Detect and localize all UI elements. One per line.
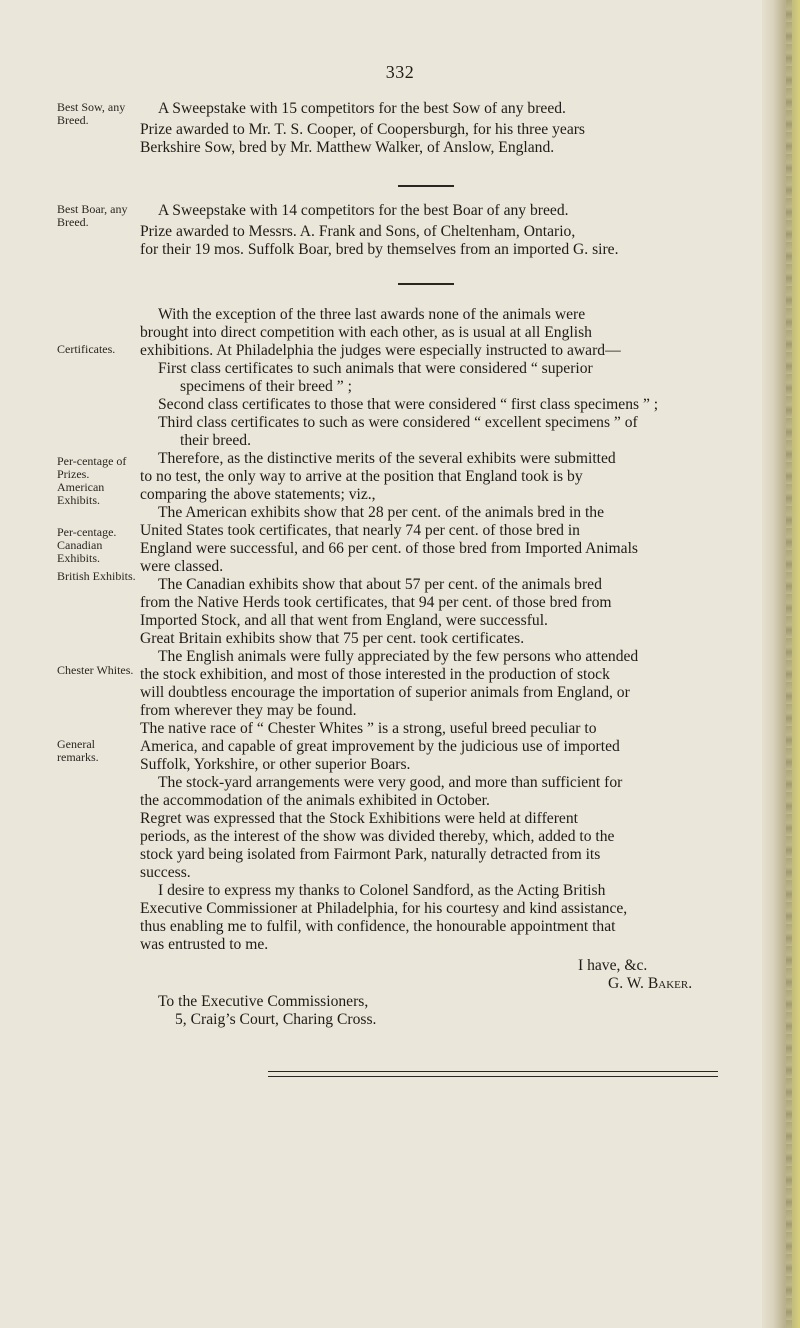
text-line: Berkshire Sow, bred by Mr. Matthew Walker, of Anslow, England.	[140, 139, 555, 156]
page-number: 332	[385, 62, 415, 82]
text-line: their breed.	[180, 432, 252, 449]
text-line: Prize awarded to Messrs. A. Frank and Sons, of Cheltenham, Ontario,	[140, 223, 576, 240]
text-line: Second class certificates to those that were considered “ first class specimens ” ;	[158, 396, 659, 413]
margin-note-british-exhibits: British Exhibits.	[57, 569, 136, 583]
text-line: the accommodation of the animals exhibited in October.	[140, 792, 490, 809]
text-line: The English animals were fully appreciated by the few persons who attended	[158, 648, 639, 665]
text-line: thus enabling me to fulfil, with confidence, the honourable appointment that	[140, 918, 616, 935]
text-line: Third class certificates to such as were considered “ excellent specimens ” of	[158, 414, 638, 431]
text-line: England were successful, and 66 per cent. of those bred from Imported Animals	[140, 540, 638, 557]
text-line: Therefore, as the distinctive merits of the several exhibits were submitted	[158, 450, 616, 467]
text-line: for their 19 mos. Suffolk Boar, bred by themselves from an imported G. sire.	[140, 241, 619, 258]
text-line: Executive Commissioner at Philadelphia, for his courtesy and kind assistance,	[140, 900, 628, 917]
margin-note-general-remarks: General remarks.	[57, 737, 99, 764]
text-line: Regret was expressed that the Stock Exhibitions were held at different	[140, 810, 578, 827]
text-line: stock yard being isolated from Fairmont Park, naturally detracted from its	[140, 846, 601, 863]
text-line: from wherever they may be found.	[140, 702, 357, 719]
text-line: The American exhibits show that 28 per cent. of the animals bred in the	[158, 504, 605, 521]
text-line: the stock exhibition, and most of those interested in the production of stock	[140, 666, 610, 683]
text-line: Suffolk, Yorkshire, or other superior Boars.	[140, 756, 411, 773]
page-edge	[762, 0, 800, 1328]
text-line: to no test, the only way to arrive at the position that England took is by	[140, 468, 583, 485]
closing-line: I have, &c.	[578, 957, 648, 974]
section-divider	[398, 185, 454, 187]
text-line: exhibitions. At Philadelphia the judges were especially instructed to award—	[140, 342, 621, 359]
section-divider	[398, 283, 454, 285]
footer-rule	[268, 1076, 718, 1077]
text-line: was entrusted to me.	[140, 936, 269, 953]
text-line: Great Britain exhibits show that 75 per cent. took certificates.	[140, 630, 525, 647]
text-line: I desire to express my thanks to Colonel Sandford, as the Acting British	[158, 882, 606, 899]
margin-note-canadian-percentage: Per-centage. Canadian Exhibits.	[57, 525, 117, 565]
text-line: success.	[140, 864, 191, 881]
addressee-line: To the Executive Commissioners,	[158, 993, 369, 1010]
margin-note-chester-whites: Chester Whites.	[57, 663, 134, 677]
signature: G. W. Baker.	[608, 975, 693, 992]
text-line: Imported Stock, and all that went from England, were successful.	[140, 612, 548, 629]
text-line: from the Native Herds took certificates, that 94 per cent. of those bred from	[140, 594, 612, 611]
text-line: A Sweepstake with 15 competitors for the best Sow of any breed.	[158, 100, 566, 117]
text-line: America, and capable of great improvement by the judicious use of imported	[140, 738, 620, 755]
text-line: periods, as the interest of the show was divided thereby, which, added to the	[140, 828, 615, 845]
margin-note-certificates: Certificates.	[57, 342, 116, 356]
text-line: comparing the above statements; viz.,	[140, 486, 376, 503]
text-line: Prize awarded to Mr. T. S. Cooper, of Coopersburgh, for his three years	[140, 121, 585, 138]
text-line: A Sweepstake with 14 competitors for the best Boar of any breed.	[158, 202, 569, 219]
text-line: brought into direct competition with each other, as is usual at all English	[140, 324, 592, 341]
margin-note-best-boar: Best Boar, any Breed.	[57, 202, 128, 229]
text-line: specimens of their breed ” ;	[180, 378, 352, 395]
text-line: With the exception of the three last awards none of the animals were	[158, 306, 586, 323]
text-line: First class certificates to such animals that were considered “ superior	[158, 360, 593, 377]
text-line: The stock-yard arrangements were very good, and more than sufficient for	[158, 774, 623, 791]
text-line: United States took certificates, that nearly 74 per cent. of those bred in	[140, 522, 580, 539]
text-line: were classed.	[140, 558, 224, 575]
text-line: The Canadian exhibits show that about 57 per cent. of the animals bred	[158, 576, 602, 593]
addressee-address: 5, Craig’s Court, Charing Cross.	[175, 1011, 377, 1028]
footer-rule	[268, 1071, 718, 1072]
margin-note-american-percentage: Per-centage of Prizes. American Exhibits.	[57, 454, 127, 507]
text-line: The native race of “ Chester Whites ” is a strong, useful breed peculiar to	[140, 720, 597, 737]
page-edge-texture	[786, 0, 792, 1328]
margin-note-best-sow: Best Sow, any Breed.	[57, 100, 126, 127]
text-line: will doubtless encourage the importation of superior animals from England, or	[140, 684, 630, 701]
